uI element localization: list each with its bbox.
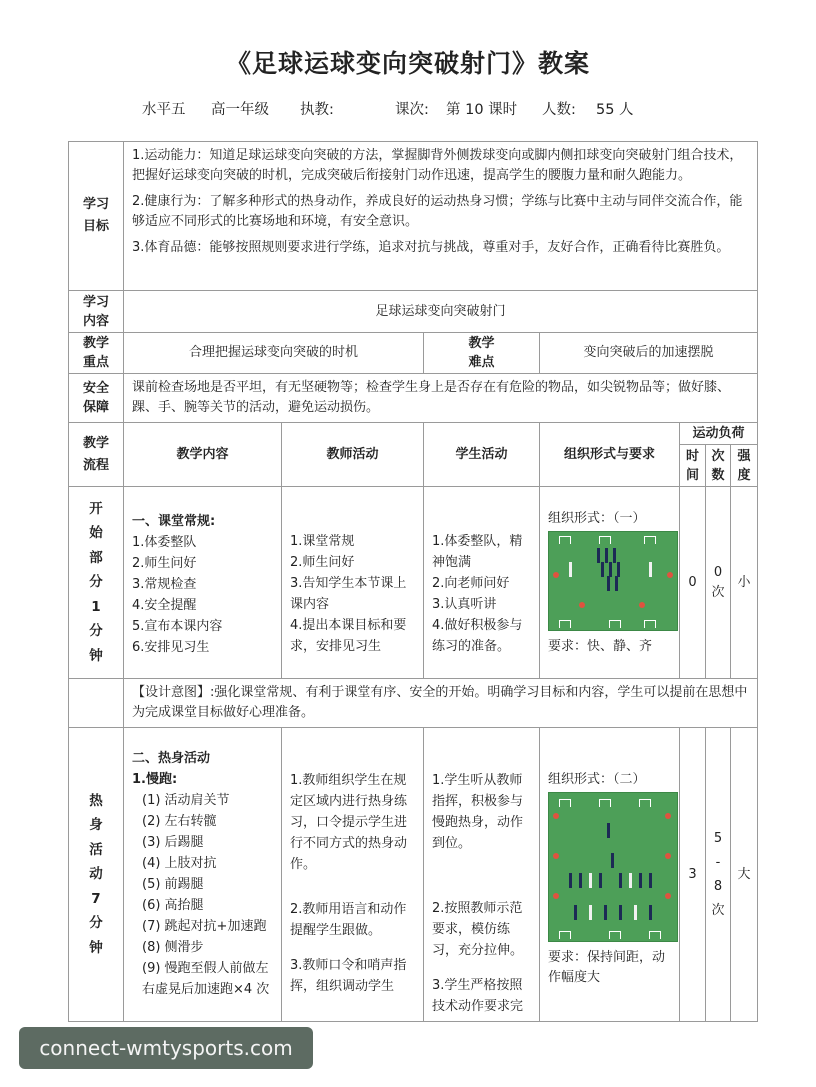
meta-grade: 高一年级 [211,102,269,118]
list-item: (4) 上肢对抗 [142,856,217,871]
list-item: 4.做好积极参与练习的准备。 [432,618,523,654]
section2-subtitle: 1.慢跑: [132,772,178,787]
difficulty-value: 变向突破后的加速摆脱 [540,333,758,374]
stage-start: 开 始 部 分 1 分 钟 [69,487,124,679]
lesson-meta [0,98,816,122]
list-item: 4.提出本课目标和要求，安排见习生 [290,618,407,654]
list-item: 3.告知学生本节课上课内容 [290,576,407,612]
list-item: 6.安排见习生 [132,640,210,655]
content-label: 学习内容 [69,291,124,333]
section2-student [424,728,540,1022]
list-item: 3.教师口令和哨声指挥，组织调动学生 [290,958,407,994]
list-item: 1.体委整队 [132,535,197,550]
safety-label: 安全保障 [69,374,124,423]
list-item: 1.教师组织学生在规定区域内进行热身练习，口令提示学生进行不同方式的热身动作。 [290,773,408,872]
objectives-body [124,142,758,291]
section1-times: 0次 [706,487,731,679]
teacher-header: 教师活动 [282,423,424,487]
meta-lesson-value: 第 10 课时 [446,102,518,118]
section1-teacher [282,487,424,679]
meta-lesson-label: 课次: [395,102,429,118]
list-item: 5.宣布本课内容 [132,619,223,634]
list-item: 3.认真听讲 [432,597,497,612]
objective-item: 3.体育品德：能够按照规则要求进行学练，追求对抗与挑战，尊重对手，友好合作，正确看待比赛胜负。 [132,240,730,255]
list-item: 3.学生严格按照技术动作要求完 [432,978,524,1014]
section2-title: 二、热身活动 [132,751,211,766]
org-label: 组织形式：（一） [548,511,646,526]
objective-item: 2.健康行为：了解多种形式的热身动作，养成良好的运动热身习惯；学练与比赛中主动与同伴交流合作，能够适应不同形式的比赛场地和环境，有安全意识。 [132,194,743,229]
times-header: 次数 [706,445,731,487]
field-diagram-2 [548,792,678,942]
list-item: 1.体委整队，精神饱满 [432,534,523,570]
list-item: 1.学生听从教师指挥，积极参与慢跑热身，动作到位。 [432,773,524,851]
watermark-label: connect-wmtysports.com [19,1027,313,1069]
list-item: (1) 活动肩关节 [142,793,230,808]
org-requirement: 要求：快、静、齐 [548,639,653,654]
org-header: 组织形式与要求 [540,423,680,487]
field-diagram-1 [548,531,678,631]
list-item: 2.师生问好 [290,555,355,570]
stage-warmup: 热 身 活 动 7 分 钟 [69,728,124,1022]
meta-count-label: 人数: [542,102,576,118]
meta-level: 水平五 [142,102,186,118]
list-item: 1.课堂常规 [290,534,355,549]
intensity-header: 强度 [731,445,758,487]
list-item: (5) 前踢腿 [142,877,204,892]
flow-header: 教学流程 [69,423,124,487]
page-title: 《足球运球变向突破射门》教案 [225,49,590,78]
list-item: 2.教师用语言和动作提醒学生跟做。 [290,902,407,938]
list-item: 3.常规检查 [132,577,197,592]
section1-student [424,487,540,679]
meta-teacher-label: 执教: [300,102,334,118]
load-header: 运动负荷 [680,423,758,445]
section2-intensity: 大 [731,728,758,1022]
time-header: 时间 [680,445,706,487]
section1-time: 0 [680,487,706,679]
section1-content [124,487,282,679]
list-item: (6) 高抬腿 [142,898,204,913]
design-spacer [69,679,124,728]
list-item: 4.安全提醒 [132,598,197,613]
list-item: 2.按照教师示范要求，模仿练习，充分拉伸。 [432,901,524,958]
objective-item: 1.运动能力：知道足球运球变向突破的方法，掌握脚背外侧拨球变向或脚内侧扣球变向突破射门组合技术，把握好运球变向突破的时机，完成突破后衔接射门动作迅速，提高学生的腰腹力量和耐久跑能力。 [132,148,743,183]
content-value: 足球运球变向突破射门 [124,291,758,333]
section1-title: 一、课堂常规: [132,514,216,529]
content-header: 教学内容 [124,423,282,487]
meta-count-value: 55 人 [596,102,634,118]
objectives-label: 学习目标 [69,142,124,291]
student-header: 学生活动 [424,423,540,487]
list-item: (9) 慢跑至假人前做左右虚晃后加速跑×4 次 [142,961,270,997]
lesson-plan-table [68,141,758,1022]
list-item: (7) 跳起对抗+加速跑 [142,919,267,934]
difficulty-label: 教学难点 [424,333,540,374]
list-item: 2.师生问好 [132,556,197,571]
list-item: 2.向老师问好 [432,576,510,591]
section2-teacher [282,728,424,1022]
design-intent: 【设计意图】:强化课堂常规、有利于课堂有序、安全的开始。明确学习目标和内容，学生可以提前在思想中为完成课堂目标做好心理准备。 [124,679,758,728]
section1-intensity: 小 [731,487,758,679]
section2-org [540,728,680,1022]
section2-content [124,728,282,1022]
section1-org [540,487,680,679]
key-point-value: 合理把握运球变向突破的时机 [124,333,424,374]
org-label: 组织形式：（二） [548,772,646,787]
list-item: (2) 左右转髋 [142,814,217,829]
section2-time: 3 [680,728,706,1022]
key-point-label: 教学重点 [69,333,124,374]
safety-value: 课前检查场地是否平坦，有无坚硬物等；检查学生身上是否存在有危险的物品，如尖锐物品等；做好膝、踝、手、腕等关节的活动，避免运动损伤。 [124,374,758,423]
list-item: (8) 侧滑步 [142,940,204,955]
section2-times: 5 - 8 次 [706,728,731,1022]
org-requirement: 要求：保持间距，动作幅度大 [548,950,666,985]
list-item: (3) 后踢腿 [142,835,204,850]
